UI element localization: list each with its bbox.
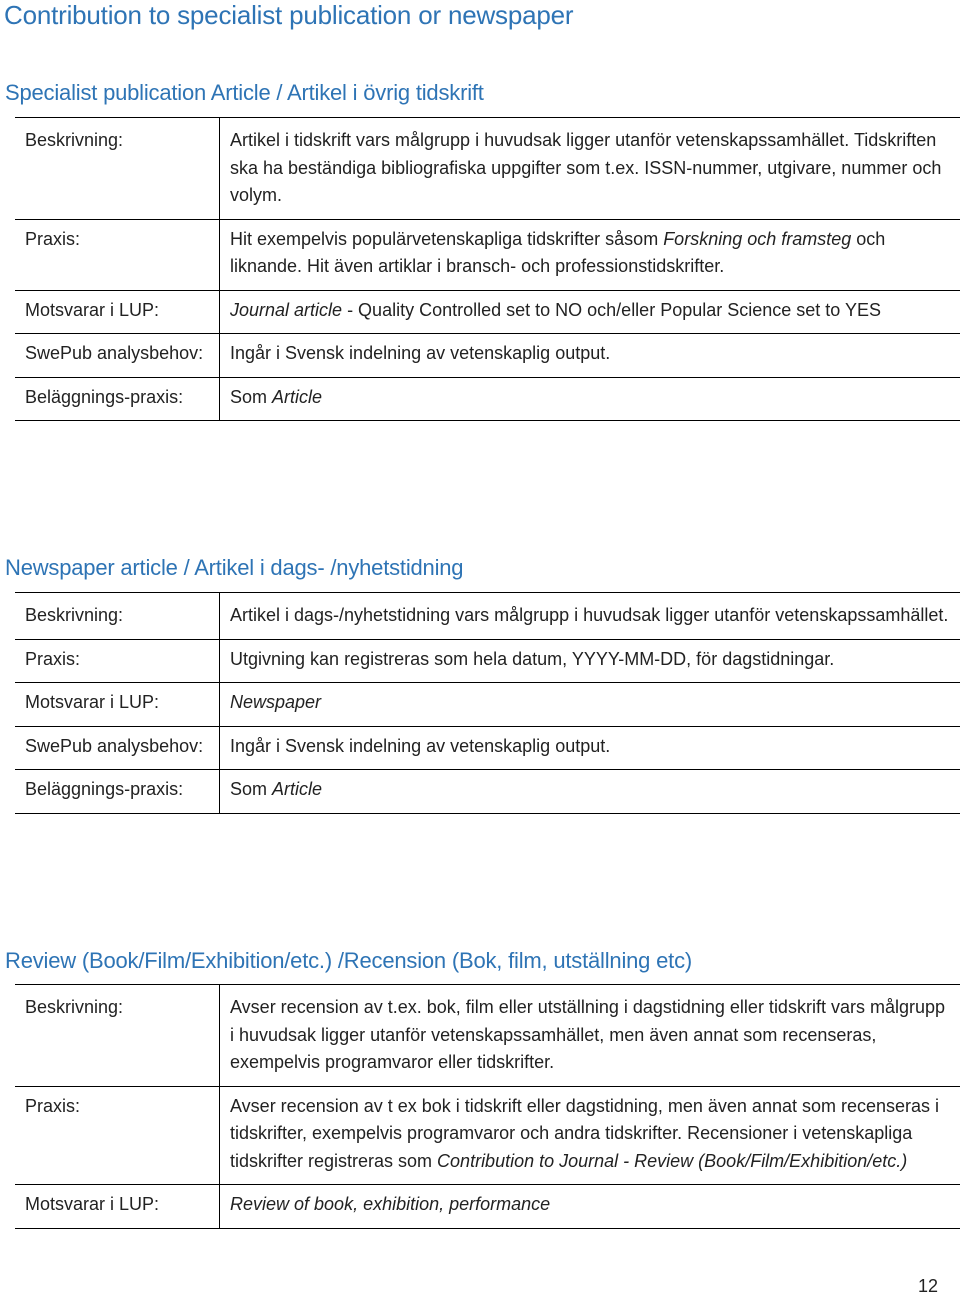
row-value <box>220 290 960 334</box>
table-row <box>15 985 960 1087</box>
row-label: Motsvarar i LUP: <box>15 1185 220 1229</box>
row-label: SwePub analysbehov: <box>15 334 220 378</box>
text-segment: Avser recension av t.ex. bok, film eller utställning i dagstidning eller tidskrift vars målgrupp i huvudsak ligger utanför vetenskapssamhället, men även annat som recenseras, exempelvis programvaror eller tidskrifter. <box>230 997 945 1072</box>
text-segment: Ingår i Svensk indelning av vetenskaplig output. <box>230 343 611 363</box>
row-label: Motsvarar i LUP: <box>15 683 220 727</box>
page-title: Contribution to specialist publication or newspaper <box>4 0 574 30</box>
table-row <box>15 683 960 727</box>
italic-text: Review of book, exhibition, performance <box>230 1194 551 1214</box>
text-segment: Ingår i Svensk indelning av vetenskaplig output. <box>230 735 611 756</box>
text-segment: - Quality Controlled set to NO och/eller Popular Science set to YES <box>342 299 881 320</box>
italic-text: Contribution to Journal - Review (Book/Film/Exhibition/etc.) <box>437 1150 908 1171</box>
row-value <box>220 1185 960 1229</box>
section-heading-specialist-article: Specialist publication Article / Artikel i övrig tidskrift <box>5 80 484 105</box>
table-row <box>15 770 960 814</box>
row-value <box>220 726 960 770</box>
row-label: SwePub analysbehov: <box>15 726 220 770</box>
row-value <box>220 593 960 640</box>
italic-text: Forskning och framsteg <box>663 228 852 249</box>
italic-text: Article <box>272 779 323 799</box>
row-value <box>220 219 960 290</box>
text-segment: Artikel i tidskrift vars målgrupp i huvudsak ligger utanför vetenskapssamhället. Tidskriften ska ha beständiga bibliografiska uppgifter som t.ex. ISSN-nummer, utgivare, nummer och volym. <box>230 130 942 205</box>
section-table-specialist-article <box>15 117 960 421</box>
row-label: Motsvarar i LUP: <box>15 290 220 334</box>
row-label: Praxis: <box>15 639 220 683</box>
table-row <box>15 1086 960 1185</box>
section-heading-review: Review (Book/Film/Exhibition/etc.) /Recension (Bok, film, utställning etc) <box>5 948 693 973</box>
row-value <box>220 377 960 421</box>
table-row <box>15 1185 960 1229</box>
table-row <box>15 219 960 290</box>
row-label: Beskrivning: <box>15 118 220 220</box>
text-segment: Avser recension av t ex bok i tidskrift eller dagstidning, men även annat som recenseras i tidskrifter, exempelvis programvaror och andra tidskrifter. Recensioner i vetenskapliga tidskrifter registreras som <box>230 1095 940 1171</box>
table-row <box>15 639 960 683</box>
table-row <box>15 118 960 220</box>
text-segment: Artikel i dags-/nyhetstidning vars målgrupp i huvudsak ligger utanför vetenskapssamhället. <box>230 605 949 625</box>
row-label: Beläggnings-praxis: <box>15 377 220 421</box>
row-label: Beläggnings-praxis: <box>15 770 220 814</box>
text-segment: Som <box>230 779 273 799</box>
row-value <box>220 334 960 378</box>
table-row <box>15 290 960 334</box>
row-label: Praxis: <box>15 219 220 290</box>
table-row <box>15 593 960 640</box>
section-table-review <box>15 984 960 1229</box>
row-value <box>220 118 960 220</box>
section-table-newspaper-article <box>15 592 960 814</box>
row-value <box>220 770 960 814</box>
italic-text: Article <box>272 386 323 407</box>
row-value <box>220 1086 960 1185</box>
italic-text: Newspaper <box>230 692 322 712</box>
italic-text: Journal article <box>230 299 343 320</box>
row-label: Praxis: <box>15 1086 220 1185</box>
row-label: Beskrivning: <box>15 985 220 1087</box>
row-value <box>220 639 960 683</box>
table-row <box>15 726 960 770</box>
row-value <box>220 985 960 1087</box>
text-segment: Utgivning kan registreras som hela datum, YYYY-MM-DD, för dagstidningar. <box>230 648 835 669</box>
text-segment: Hit exempelvis populärvetenskapliga tidskrifter såsom <box>230 228 664 249</box>
row-label: Beskrivning: <box>15 593 220 640</box>
row-value <box>220 683 960 727</box>
text-segment: Som <box>230 386 273 407</box>
text-segment: och liknande. Hit även artiklar i bransch- och professionstidskrifter. <box>230 228 886 276</box>
section-heading-newspaper-article: Newspaper article / Artikel i dags- /nyhetstidning <box>5 555 464 580</box>
page-number: 12 <box>917 1276 938 1296</box>
table-row <box>15 377 960 421</box>
table-row <box>15 334 960 378</box>
